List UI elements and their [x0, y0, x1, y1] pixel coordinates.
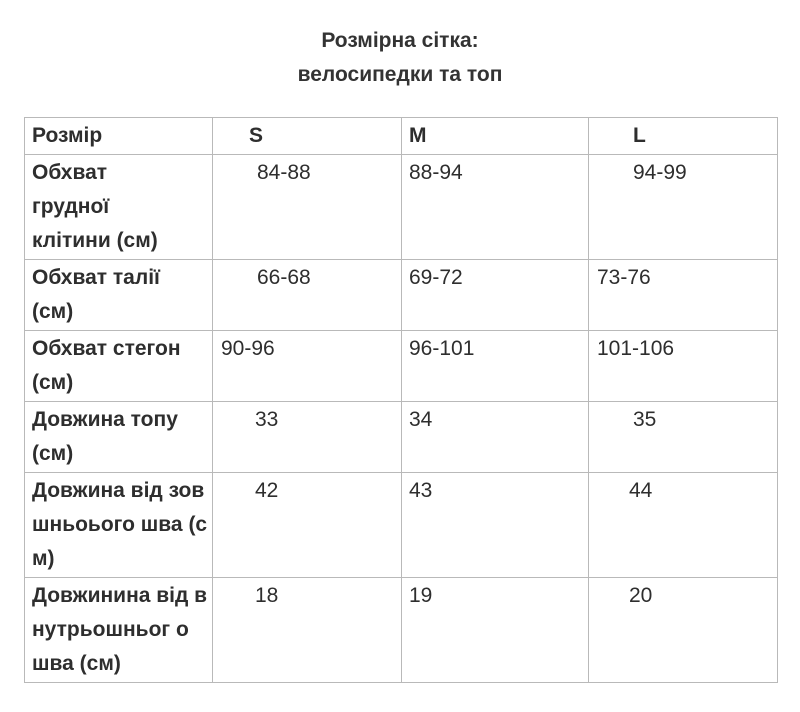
- cell-size-l: 94-99: [589, 155, 778, 260]
- title-line-2: велосипедки та топ: [297, 63, 503, 86]
- row-label: [25, 331, 213, 402]
- cell-size-l: 101-106: [589, 331, 778, 402]
- row-label-text: Обхват талії (см): [32, 266, 160, 323]
- table-row: [25, 331, 778, 402]
- cell-size-s: 42: [213, 473, 402, 578]
- header-size-label: Розмір: [25, 118, 213, 155]
- row-label: [25, 155, 213, 260]
- cell-size-s: 90-96: [213, 331, 402, 402]
- cell-size-m: 43: [402, 473, 589, 578]
- table-row: [25, 260, 778, 331]
- row-label: [25, 473, 213, 578]
- cell-size-m: 34: [402, 402, 589, 473]
- title-line-1: Розмірна сітка:: [321, 29, 479, 52]
- cell-size-m: 88-94: [402, 155, 589, 260]
- cell-size-s: 18: [213, 578, 402, 683]
- table-row: [25, 473, 778, 578]
- cell-size-l: 35: [589, 402, 778, 473]
- header-size-m: M: [402, 118, 589, 155]
- row-label: [25, 260, 213, 331]
- row-label-text: Довжина топу (см): [32, 408, 178, 465]
- cell-size-m: 19: [402, 578, 589, 683]
- cell-size-l: 20: [589, 578, 778, 683]
- cell-size-s: 66-68: [213, 260, 402, 331]
- header-size-s: S: [213, 118, 402, 155]
- row-label-text: Обхват грудної клітини (см): [32, 161, 158, 252]
- header-size-l: L: [589, 118, 778, 155]
- cell-size-m: 69-72: [402, 260, 589, 331]
- row-label-text: Довжина від зовшньоього шва (см): [32, 479, 208, 570]
- page-title: [0, 24, 800, 92]
- cell-size-s: 33: [213, 402, 402, 473]
- table-row: [25, 578, 778, 683]
- table-row: [25, 155, 778, 260]
- table-header-row: [25, 118, 778, 155]
- table-row: [25, 402, 778, 473]
- cell-size-s: 84-88: [213, 155, 402, 260]
- row-label-text: Обхват стегон (см): [32, 337, 181, 394]
- cell-size-l: 44: [589, 473, 778, 578]
- cell-size-l: 73-76: [589, 260, 778, 331]
- row-label: [25, 578, 213, 683]
- size-chart-table: [24, 117, 778, 683]
- row-label: [25, 402, 213, 473]
- row-label-text: Довжинина від внутрьошньог о шва (см): [32, 584, 208, 675]
- cell-size-m: 96-101: [402, 331, 589, 402]
